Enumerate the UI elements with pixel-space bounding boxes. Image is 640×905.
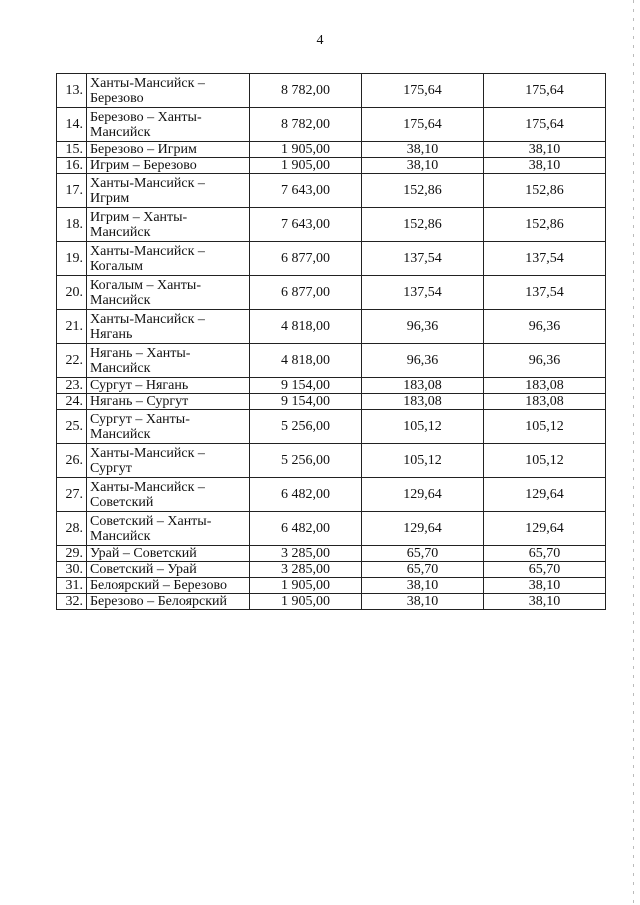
route-cell: Березово – Ханты-Мансийск [87,108,250,142]
row-number-cell: 26. [57,444,87,478]
value-cell-1: 129,64 [362,512,484,546]
route-cell: Ханты-Мансийск – Нягань [87,310,250,344]
row-number-cell: 30. [57,562,87,578]
table-row [57,74,606,108]
value-cell-2: 96,36 [484,344,606,378]
amount-cell: 6 482,00 [250,512,362,546]
table-row [57,546,606,562]
page-number: 4 [316,33,324,48]
row-number-cell: 21. [57,310,87,344]
value-cell-2: 129,64 [484,512,606,546]
amount-cell: 1 905,00 [250,594,362,610]
table-row [57,208,606,242]
amount-cell: 8 782,00 [250,108,362,142]
value-cell-1: 96,36 [362,344,484,378]
row-number-cell: 29. [57,546,87,562]
route-cell: Игрим – Березово [87,158,250,174]
amount-cell: 6 877,00 [250,276,362,310]
value-cell-2: 65,70 [484,562,606,578]
amount-cell: 4 818,00 [250,310,362,344]
route-cell: Березово – Белоярский [87,594,250,610]
route-cell: Игрим – Ханты-Мансийск [87,208,250,242]
row-number-cell: 20. [57,276,87,310]
value-cell-2: 152,86 [484,174,606,208]
route-cell: Ханты-Мансийск – Когалым [87,242,250,276]
value-cell-2: 65,70 [484,546,606,562]
route-cell: Нягань – Сургут [87,394,250,410]
value-cell-1: 152,86 [362,208,484,242]
amount-cell: 6 482,00 [250,478,362,512]
value-cell-1: 105,12 [362,410,484,444]
table-row [57,578,606,594]
table-row [57,378,606,394]
route-cell: Сургут – Ханты-Мансийск [87,410,250,444]
table-row [57,594,606,610]
route-cell: Советский – Ханты-Мансийск [87,512,250,546]
scan-edge-line [633,0,634,905]
value-cell-2: 38,10 [484,142,606,158]
row-number-cell: 31. [57,578,87,594]
table-row [57,512,606,546]
amount-cell: 6 877,00 [250,242,362,276]
route-cell: Ханты-Мансийск – Советский [87,478,250,512]
row-number-cell: 25. [57,410,87,444]
value-cell-2: 96,36 [484,310,606,344]
table-row [57,158,606,174]
row-number-cell: 18. [57,208,87,242]
value-cell-2: 38,10 [484,158,606,174]
value-cell-2: 183,08 [484,394,606,410]
table-row [57,142,606,158]
value-cell-2: 137,54 [484,242,606,276]
row-number-cell: 32. [57,594,87,610]
table-row [57,394,606,410]
value-cell-1: 129,64 [362,478,484,512]
value-cell-2: 183,08 [484,378,606,394]
table-row [57,242,606,276]
row-number-cell: 19. [57,242,87,276]
route-cell: Сургут – Нягань [87,378,250,394]
table-row [57,276,606,310]
amount-cell: 4 818,00 [250,344,362,378]
amount-cell: 9 154,00 [250,378,362,394]
row-number-cell: 15. [57,142,87,158]
row-number-cell: 28. [57,512,87,546]
table-row [57,410,606,444]
amount-cell: 1 905,00 [250,158,362,174]
value-cell-2: 105,12 [484,444,606,478]
value-cell-1: 65,70 [362,562,484,578]
table-row [57,108,606,142]
value-cell-1: 65,70 [362,546,484,562]
value-cell-1: 105,12 [362,444,484,478]
route-cell: Нягань – Ханты-Мансийск [87,344,250,378]
table-row [57,478,606,512]
row-number-cell: 24. [57,394,87,410]
row-number-cell: 16. [57,158,87,174]
route-cell: Ханты-Мансийск – Березово [87,74,250,108]
route-cell: Ханты-Мансийск – Сургут [87,444,250,478]
value-cell-2: 38,10 [484,594,606,610]
row-number-cell: 13. [57,74,87,108]
value-cell-1: 38,10 [362,594,484,610]
route-cell: Ханты-Мансийск – Игрим [87,174,250,208]
amount-cell: 5 256,00 [250,410,362,444]
tariff-table-body [57,74,606,610]
amount-cell: 9 154,00 [250,394,362,410]
table-row [57,444,606,478]
value-cell-1: 175,64 [362,74,484,108]
route-cell: Белоярский – Березово [87,578,250,594]
value-cell-1: 183,08 [362,394,484,410]
table-row [57,174,606,208]
value-cell-1: 137,54 [362,242,484,276]
value-cell-2: 152,86 [484,208,606,242]
row-number-cell: 17. [57,174,87,208]
row-number-cell: 22. [57,344,87,378]
value-cell-1: 38,10 [362,158,484,174]
route-cell: Советский – Урай [87,562,250,578]
value-cell-2: 175,64 [484,108,606,142]
amount-cell: 8 782,00 [250,74,362,108]
value-cell-1: 96,36 [362,310,484,344]
amount-cell: 1 905,00 [250,142,362,158]
value-cell-1: 38,10 [362,578,484,594]
value-cell-1: 183,08 [362,378,484,394]
value-cell-2: 137,54 [484,276,606,310]
table-row [57,310,606,344]
value-cell-1: 38,10 [362,142,484,158]
row-number-cell: 14. [57,108,87,142]
amount-cell: 7 643,00 [250,174,362,208]
value-cell-2: 105,12 [484,410,606,444]
value-cell-1: 152,86 [362,174,484,208]
row-number-cell: 27. [57,478,87,512]
amount-cell: 5 256,00 [250,444,362,478]
value-cell-1: 137,54 [362,276,484,310]
row-number-cell: 23. [57,378,87,394]
amount-cell: 3 285,00 [250,562,362,578]
value-cell-1: 175,64 [362,108,484,142]
value-cell-2: 38,10 [484,578,606,594]
tariff-table [56,73,606,610]
table-row [57,562,606,578]
amount-cell: 3 285,00 [250,546,362,562]
amount-cell: 7 643,00 [250,208,362,242]
value-cell-2: 175,64 [484,74,606,108]
route-cell: Березово – Игрим [87,142,250,158]
route-cell: Урай – Советский [87,546,250,562]
amount-cell: 1 905,00 [250,578,362,594]
route-cell: Когалым – Ханты-Мансийск [87,276,250,310]
value-cell-2: 129,64 [484,478,606,512]
table-row [57,344,606,378]
